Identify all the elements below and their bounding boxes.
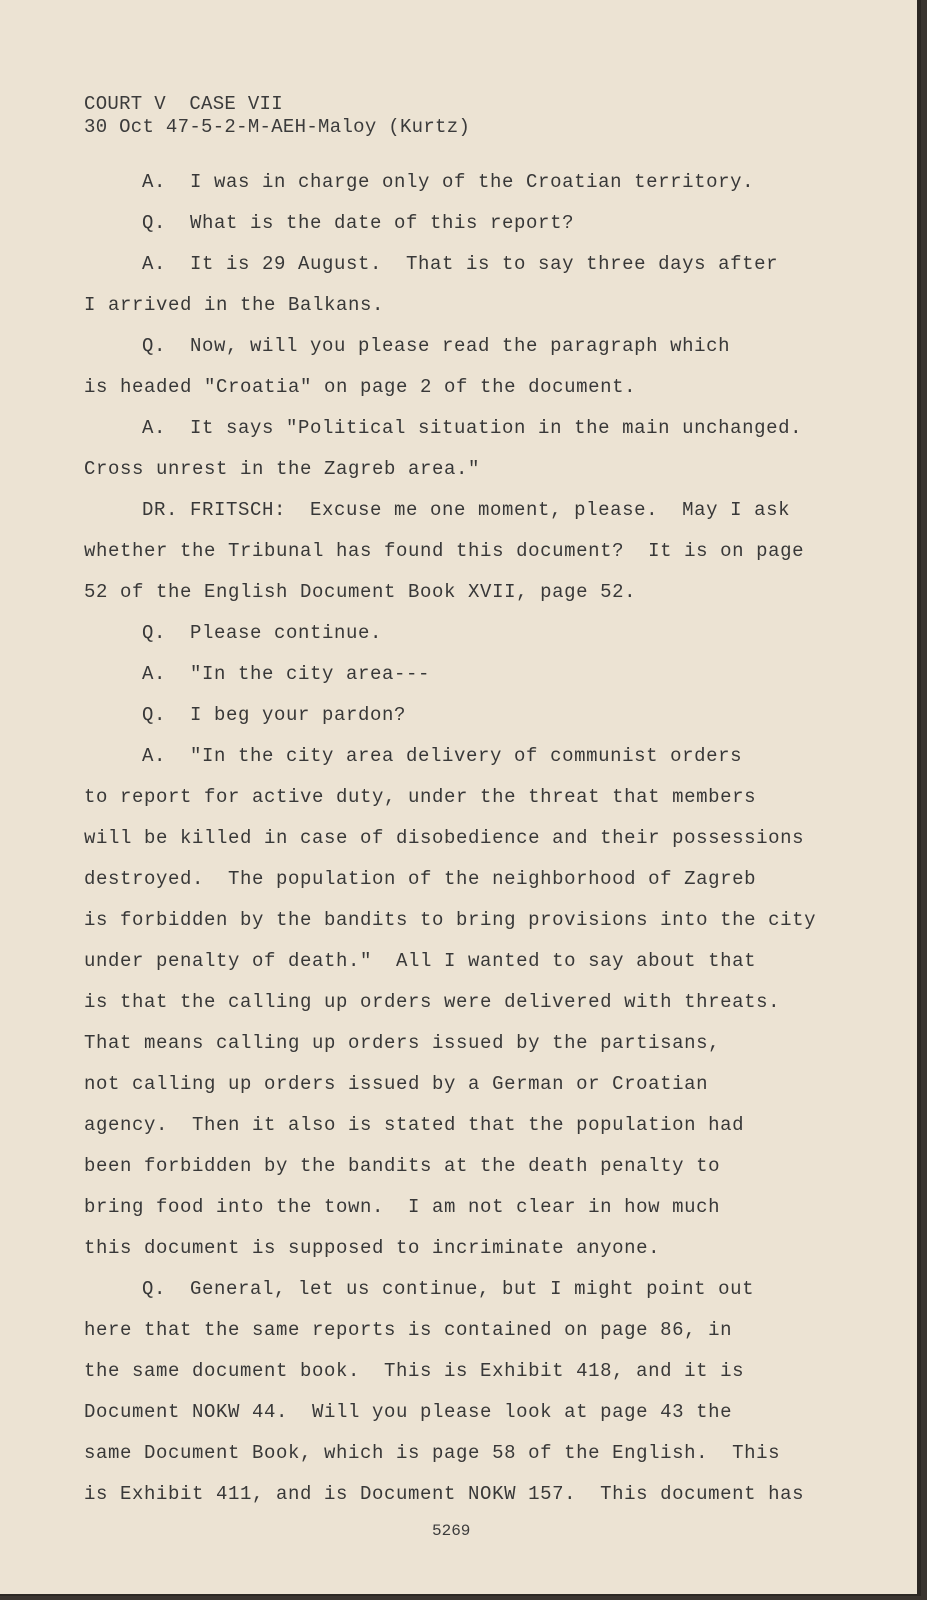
- transcript-line: the same document book. This is Exhibit 418, and it is: [84, 1360, 745, 1382]
- transcript-line: this document is supposed to incriminate anyone.: [84, 1237, 661, 1259]
- transcript-line: is Exhibit 411, and is Document NOKW 157. This document has: [84, 1483, 805, 1505]
- transcript-line: been forbidden by the bandits at the death penalty to: [84, 1155, 721, 1177]
- transcript-line: Q. I beg your pardon?: [142, 704, 407, 726]
- transcript-line: Q. What is the date of this report?: [142, 212, 575, 234]
- transcript-line: A. It is 29 August. That is to say three days after: [142, 253, 779, 275]
- transcript-line: not calling up orders issued by a German or Croatian: [84, 1073, 709, 1095]
- transcript-line: A. I was in charge only of the Croatian territory.: [142, 171, 755, 193]
- header-date-reference: 30 Oct 47-5-2-M-AEH-Maloy (Kurtz): [84, 116, 471, 138]
- transcript-line: bring food into the town. I am not clear in how much: [84, 1196, 721, 1218]
- page-number: 5269: [432, 1522, 471, 1540]
- transcript-line: same Document Book, which is page 58 of the English. This: [84, 1442, 781, 1464]
- transcript-line: under penalty of death." All I wanted to say about that: [84, 950, 757, 972]
- transcript-line: is that the calling up orders were delivered with threats.: [84, 991, 781, 1013]
- transcript-line: agency. Then it also is stated that the population had: [84, 1114, 745, 1136]
- transcript-line: That means calling up orders issued by the partisans,: [84, 1032, 721, 1054]
- transcript-line: is headed "Croatia" on page 2 of the document.: [84, 376, 637, 398]
- transcript-line: destroyed. The population of the neighborhood of Zagreb: [84, 868, 757, 890]
- header-court-case: COURT V CASE VII: [84, 93, 283, 115]
- document-header: [84, 93, 470, 139]
- transcript-line: is forbidden by the bandits to bring provisions into the city: [84, 909, 817, 931]
- transcript-line: Document NOKW 44. Will you please look at page 43 the: [84, 1401, 733, 1423]
- transcript-line: DR. FRITSCH: Excuse me one moment, please. May I ask: [142, 499, 791, 521]
- transcript-line: to report for active duty, under the threat that members: [84, 786, 757, 808]
- transcript-line: Q. Please continue.: [142, 622, 383, 644]
- transcript-line: 52 of the English Document Book XVII, page 52.: [84, 581, 637, 603]
- transcript-line: Q. Now, will you please read the paragraph which: [142, 335, 731, 357]
- transcript-line: Q. General, let us continue, but I might point out: [142, 1278, 755, 1300]
- transcript-line: A. "In the city area delivery of communist orders: [142, 745, 743, 767]
- transcript-line: I arrived in the Balkans.: [84, 294, 385, 316]
- transcript-line: A. It says "Political situation in the main unchanged.: [142, 417, 803, 439]
- transcript-line: whether the Tribunal has found this document? It is on page: [84, 540, 805, 562]
- transcript-line: here that the same reports is contained on page 86, in: [84, 1319, 733, 1341]
- transcript-line: A. "In the city area---: [142, 663, 431, 685]
- transcript-line: will be killed in case of disobedience and their possessions: [84, 827, 805, 849]
- transcript-line: Cross unrest in the Zagreb area.": [84, 458, 481, 480]
